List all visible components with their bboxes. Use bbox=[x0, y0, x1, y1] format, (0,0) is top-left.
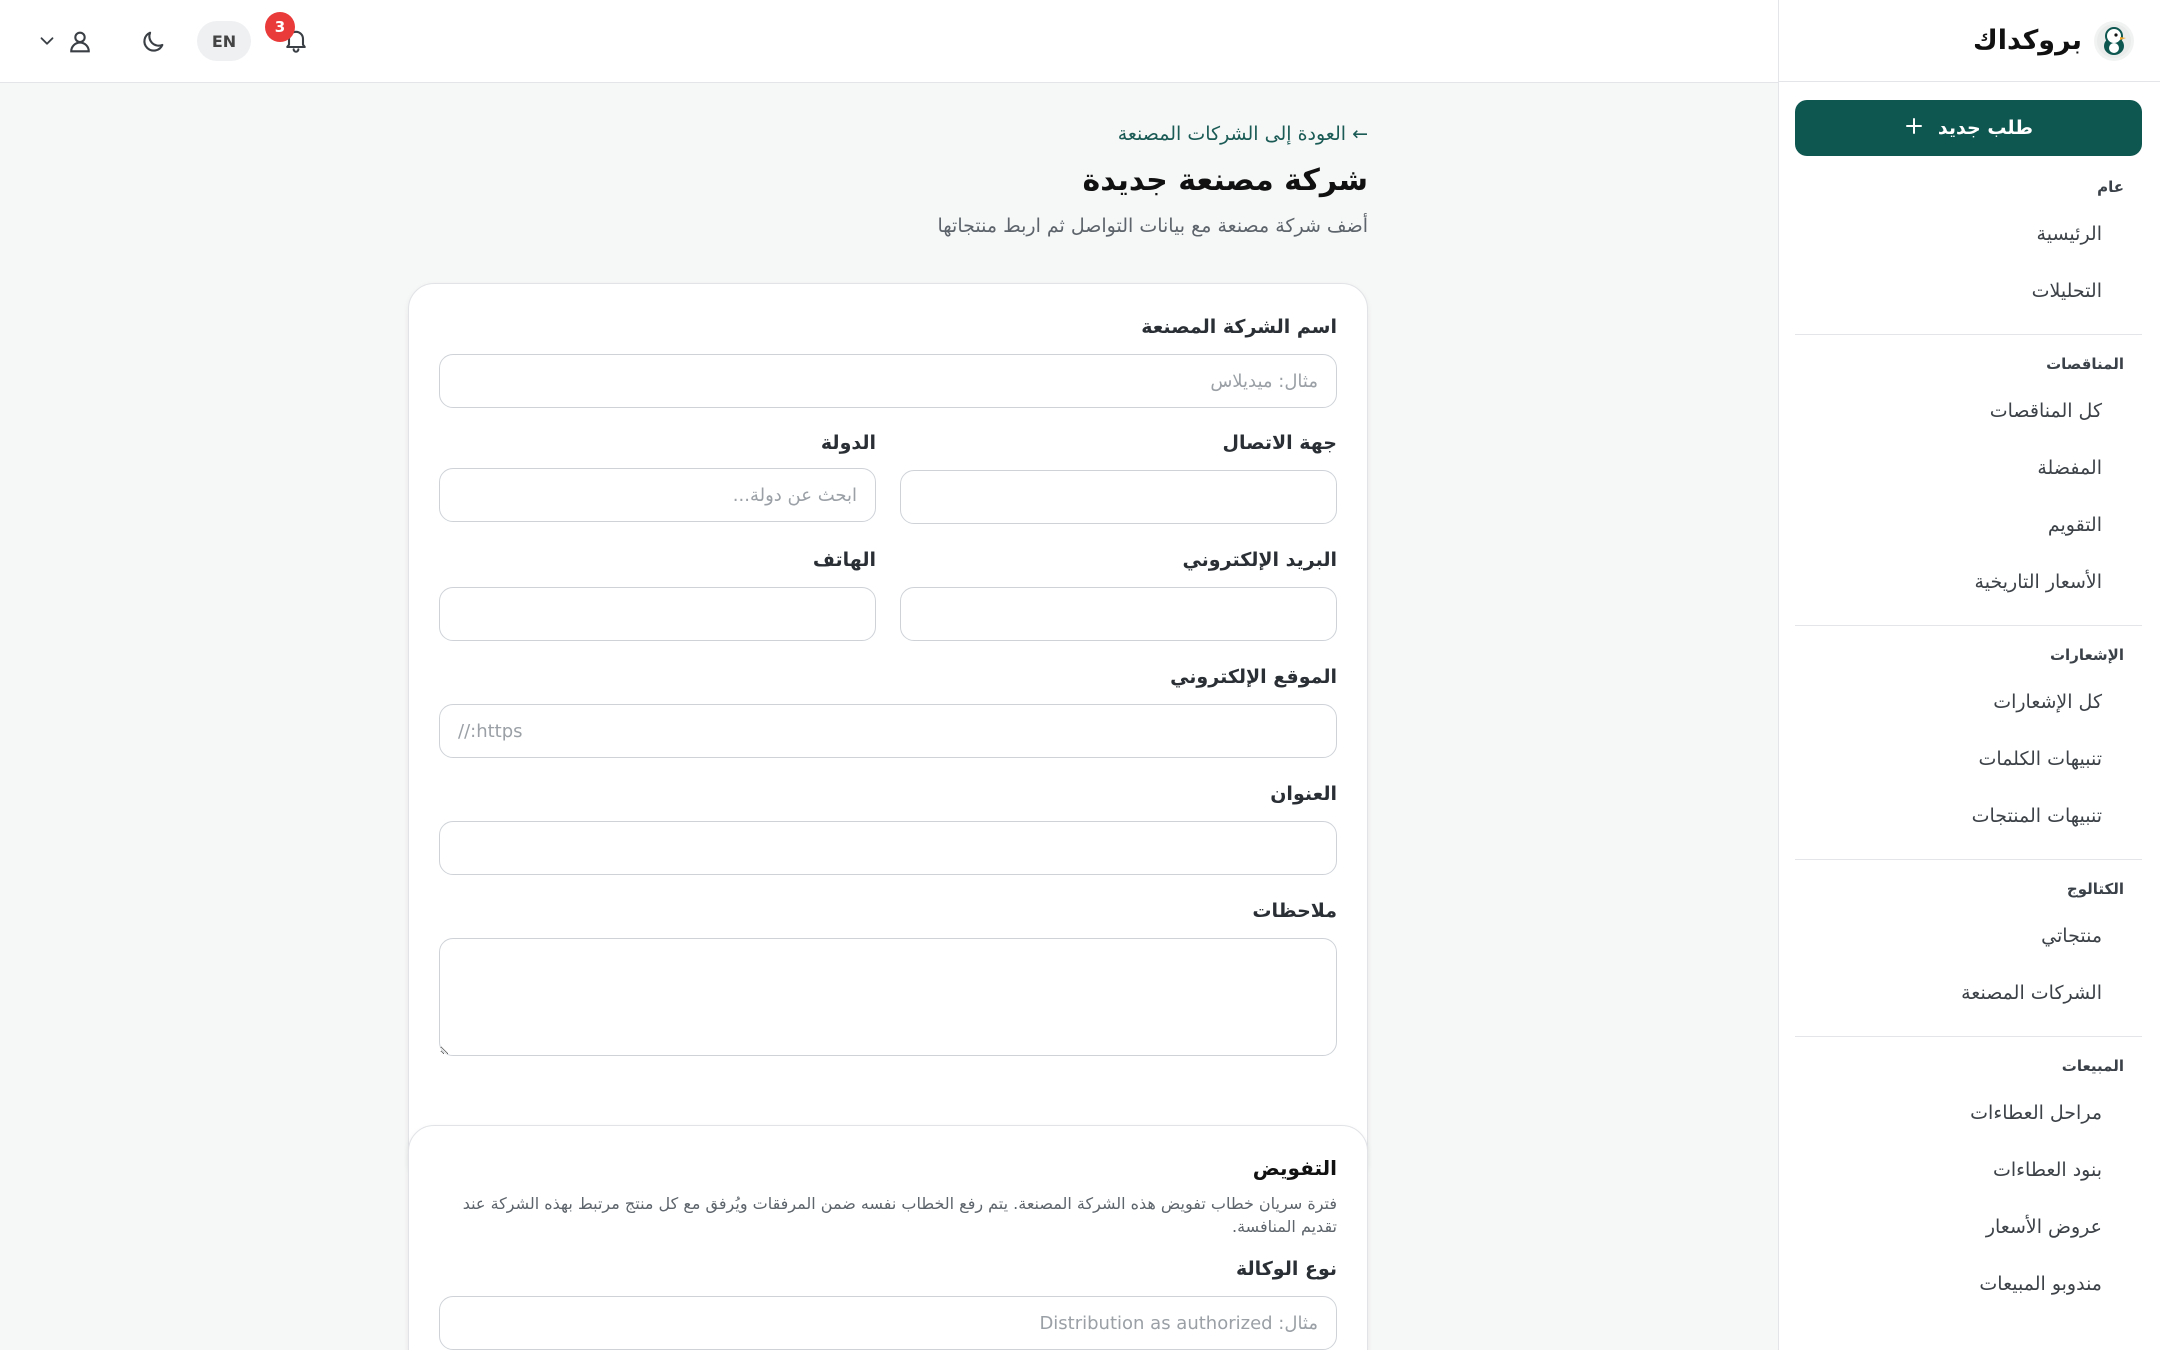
moon-icon[interactable] bbox=[133, 22, 173, 62]
agency-type-input[interactable] bbox=[439, 1296, 1337, 1350]
sidebar-item-my-products[interactable]: منتجاتي bbox=[2041, 925, 2102, 947]
sidebar-item-quotes[interactable]: عروض الأسعار bbox=[1985, 1216, 2102, 1238]
notes-textarea[interactable] bbox=[439, 938, 1337, 1056]
company-name-label: اسم الشركة المصنعة bbox=[1141, 316, 1337, 338]
sidebar-item-sales-reps[interactable]: مندوبو المبيعات bbox=[1979, 1273, 2102, 1295]
sidebar-item-keyword-alerts[interactable]: تنبيهات الكلمات bbox=[1978, 748, 2102, 770]
sidebar-item-historical-prices[interactable]: الأسعار التاريخية bbox=[1974, 571, 2102, 593]
nav-section-notifications bbox=[1795, 640, 2142, 860]
country-search-input[interactable] bbox=[439, 468, 876, 522]
nav-section-catalog bbox=[1795, 874, 2142, 1037]
phone-field[interactable] bbox=[439, 587, 876, 641]
country-label: الدولة bbox=[820, 432, 876, 454]
brand-logo-icon bbox=[2094, 21, 2134, 61]
nav-heading: المناقصات bbox=[2046, 355, 2124, 373]
brand[interactable] bbox=[1779, 0, 2160, 82]
agency-type-label: نوع الوكالة bbox=[1235, 1258, 1337, 1280]
sidebar-item-calendar[interactable]: التقويم bbox=[2047, 514, 2102, 536]
manufacturer-details-card bbox=[408, 283, 1368, 1185]
sidebar-nav bbox=[1795, 172, 2142, 1341]
sidebar-item-bid-items[interactable]: بنود العطاءات bbox=[1992, 1159, 2102, 1181]
sidebar-item-favorites[interactable]: المفضلة bbox=[2037, 457, 2102, 479]
nav-heading: الكتالوج bbox=[2066, 880, 2124, 898]
nav-heading: المبيعات bbox=[2061, 1057, 2124, 1075]
sidebar-item-product-alerts[interactable]: تنبيهات المنتجات bbox=[1971, 805, 2102, 827]
email-label: البريد الإلكتروني bbox=[1182, 549, 1337, 571]
topbar bbox=[0, 0, 1778, 83]
back-to-manufacturers-link[interactable]: ← العودة إلى الشركات المصنعة bbox=[1117, 123, 1368, 145]
sidebar-item-manufacturers[interactable]: الشركات المصنعة bbox=[1961, 982, 2102, 1004]
page-title: شركة مصنعة جديدة bbox=[1082, 163, 1368, 198]
website-label: الموقع الإلكتروني bbox=[1170, 666, 1337, 688]
nav-section-general bbox=[1795, 172, 2142, 335]
notes-label: ملاحظات bbox=[1252, 900, 1337, 922]
nav-heading: عام bbox=[2097, 178, 2124, 196]
new-request-label: طلب جديد bbox=[1937, 117, 2034, 139]
phone-label: الهاتف bbox=[812, 549, 876, 571]
authorization-description: فترة سريان خطاب تفويض هذه الشركة المصنعة. يتم رفع الخطاب نفسه ضمن المرفقات ويُرفق مع كل منتج مرتبط بهذه الشركة عند تقديم المنافسة. bbox=[462, 1194, 1337, 1236]
address-label: العنوان bbox=[1270, 783, 1337, 805]
email-field[interactable] bbox=[900, 587, 1337, 641]
website-input[interactable] bbox=[439, 704, 1337, 758]
notification-badge: 3 bbox=[265, 12, 295, 42]
chevron-down-icon[interactable] bbox=[34, 28, 60, 54]
contact-label: جهة الاتصال bbox=[1222, 432, 1337, 454]
language-toggle[interactable]: EN bbox=[197, 21, 251, 61]
plus-icon bbox=[1904, 116, 1924, 141]
user-icon[interactable] bbox=[60, 22, 100, 62]
authorization-card bbox=[408, 1125, 1368, 1350]
nav-section-sales bbox=[1795, 1051, 2142, 1327]
brand-name: بروكداك bbox=[1972, 25, 2082, 56]
page-subtitle: أضف شركة مصنعة مع بيانات التواصل ثم اربط منتجاتها bbox=[937, 215, 1368, 237]
nav-heading: الإشعارات bbox=[2049, 646, 2124, 664]
sidebar-item-analytics[interactable]: التحليلات bbox=[2031, 280, 2102, 302]
nav-section-tenders bbox=[1795, 349, 2142, 626]
new-request-button[interactable] bbox=[1795, 100, 2142, 156]
authorization-title: التفويض bbox=[1252, 1156, 1337, 1180]
contact-input[interactable] bbox=[900, 470, 1337, 524]
sidebar-item-home[interactable]: الرئيسية bbox=[2036, 223, 2102, 245]
address-input[interactable] bbox=[439, 821, 1337, 875]
sidebar bbox=[1778, 0, 2160, 1350]
sidebar-item-all-notifications[interactable]: كل الإشعارات bbox=[1993, 691, 2102, 713]
sidebar-item-all-tenders[interactable]: كل المناقصات bbox=[1989, 400, 2102, 422]
sidebar-item-bid-stages[interactable]: مراحل العطاءات bbox=[1970, 1102, 2102, 1124]
company-name-input[interactable] bbox=[439, 354, 1337, 408]
